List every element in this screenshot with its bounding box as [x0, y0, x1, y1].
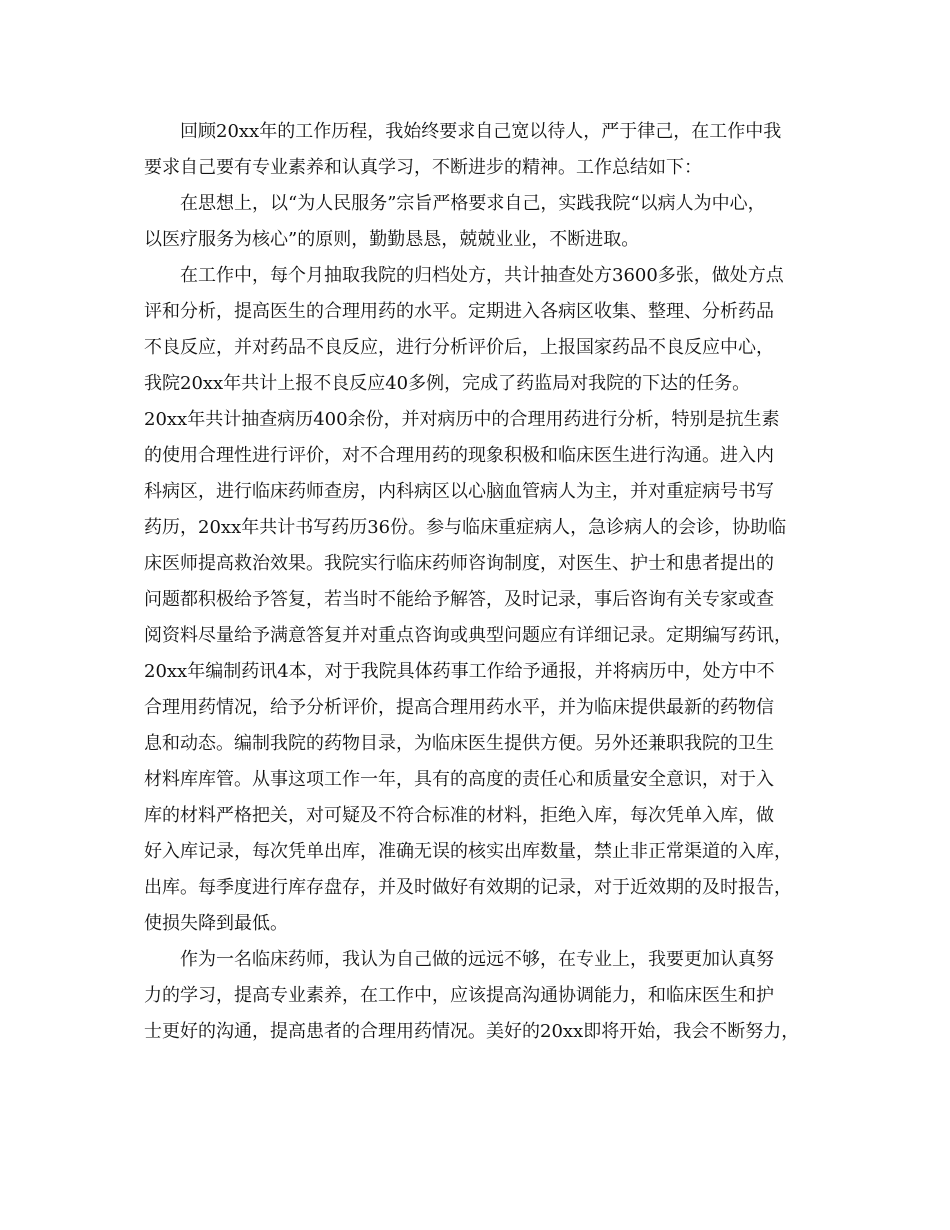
text-line: 材料库库管。从事这项工作一年，具有的高度的责任心和质量安全意识，对于入 [144, 769, 774, 790]
text-line: 使损失降到最低。 [144, 913, 288, 934]
text-line: 以医疗服务为核心”的原则，勤勤恳恳，兢兢业业，不断进取。 [144, 229, 640, 250]
text-line: 的使用合理性进行评价，对不合理用药的现象积极和临床医生进行沟通。进入内 [144, 445, 774, 466]
text-line: 力的学习，提高专业素养，在工作中，应该提高沟通协调能力，和临床医生和护 [144, 985, 774, 1006]
text-line: 20xx年编制药讯4本，对于我院具体药事工作给予通报，并将病历中，处方中不 [144, 661, 775, 682]
text-line: 好入库记录，每次凭单出库，准确无误的核实出库数量，禁止非正常渠道的入库， [144, 841, 792, 862]
text-line: 士更好的沟通，提高患者的合理用药情况。美好的20xx即将开始，我会不断努力， [144, 1021, 800, 1042]
text-line: 息和动态。编制我院的药物目录，为临床医生提供方便。另外还兼职我院的卫生 [144, 733, 774, 754]
text-line: 要求自己要有专业素养和认真学习，不断进步的精神。工作总结如下： [144, 157, 702, 178]
text-line: 我院20xx年共计上报不良反应40多例，完成了药监局对我院的下达的任务。 [144, 373, 751, 394]
text-line: 20xx年共计抽查病历400余份，并对病历中的合理用药进行分析，特别是抗生素 [144, 409, 780, 430]
text-line: 合理用药情况，给予分析评价，提高合理用药水平，并为临床提供最新的药物信 [144, 697, 774, 718]
text-line: 出库。每季度进行库存盘存，并及时做好有效期的记录，对于近效期的及时报告， [144, 877, 792, 898]
text-line: 在思想上，以“为人民服务”宗旨严格要求自己，实践我院“以病人为中心， [180, 193, 766, 214]
text-line: 药历，20xx年共计书写药历36份。参与临床重症病人，急诊病人的会诊，协助临 [144, 517, 787, 538]
text-line: 问题都积极给予答复，若当时不能给予解答，及时记录，事后咨询有关专家或查 [144, 589, 774, 610]
text-line: 库的材料严格把关，对可疑及不符合标准的材料，拒绝入库，每次凭单入库，做 [144, 805, 774, 826]
text-line: 不良反应，并对药品不良反应，进行分析评价后，上报国家药品不良反应中心， [144, 337, 774, 358]
text-line: 科病区，进行临床药师查房，内科病区以心脑血管病人为主，并对重症病号书写 [144, 481, 774, 502]
text-line: 作为一名临床药师，我认为自己做的远远不够，在专业上，我要更加认真努 [180, 949, 774, 970]
text-line: 评和分析，提高医生的合理用药的水平。定期进入各病区收集、整理、分析药品 [144, 301, 774, 322]
text-line: 在工作中，每个月抽取我院的归档处方，共计抽查处方3600多张，做处方点 [180, 265, 784, 286]
text-line: 回顾20xx年的工作历程，我始终要求自己宽以待人，严于律己，在工作中我 [180, 121, 782, 142]
text-line: 床医师提高救治效果。我院实行临床药师咨询制度，对医生、护士和患者提出的 [144, 553, 774, 574]
text-line: 阅资料尽量给予满意答复并对重点咨询或典型问题应有详细记录。定期编写药讯， [144, 625, 792, 646]
